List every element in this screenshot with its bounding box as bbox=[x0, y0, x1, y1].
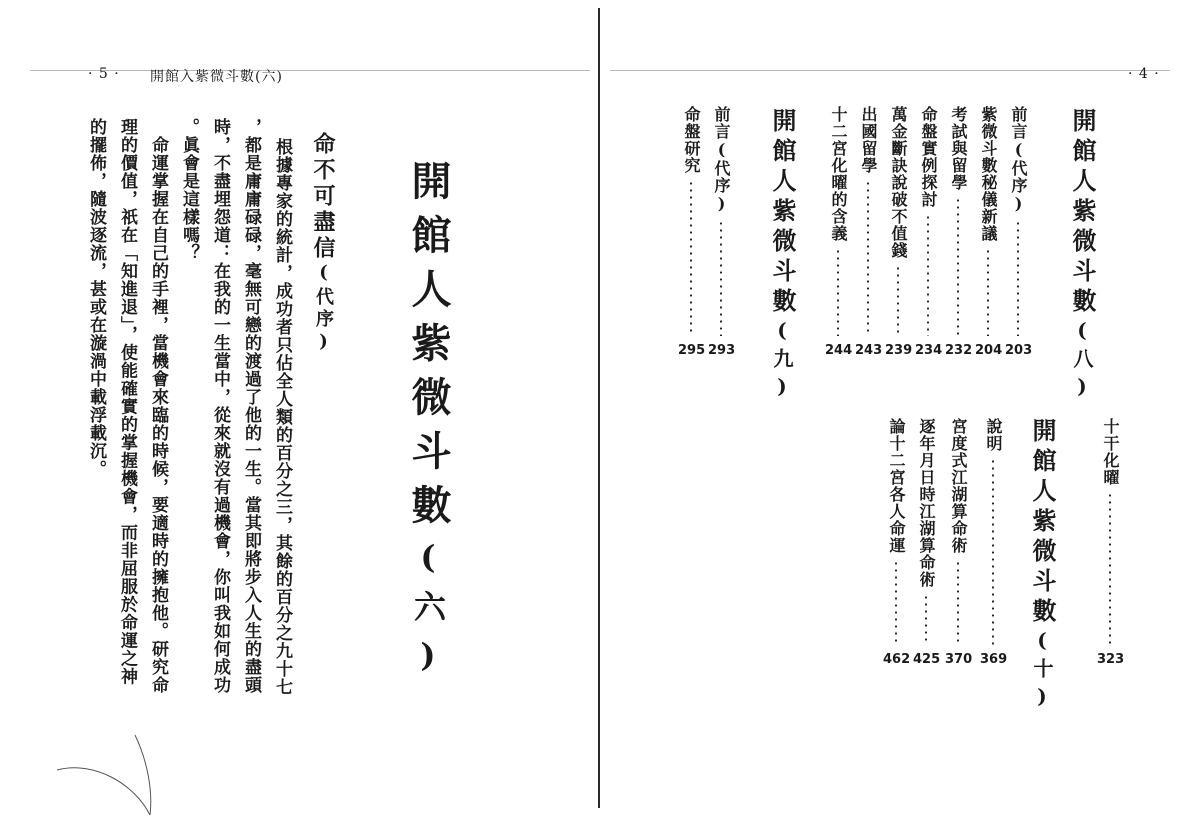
toc-page-number: 204 bbox=[975, 343, 1003, 358]
toc-page-number: 369 bbox=[980, 652, 1008, 667]
toc-entry-label: 考試與留學 bbox=[949, 106, 968, 191]
toc-page-number: 232 bbox=[945, 343, 973, 358]
toc-entry-sub: (代序) bbox=[712, 140, 731, 214]
left-running-title: 開館入紫微斗數(六) bbox=[150, 69, 283, 85]
toc-page-number: 295 bbox=[678, 343, 706, 358]
toc-page-number: 323 bbox=[1097, 652, 1125, 667]
toc-leader-dots bbox=[895, 560, 897, 645]
toc-leader-dots bbox=[992, 458, 994, 645]
toc-entry-label: 紫微斗數秘儀新議 bbox=[979, 106, 998, 242]
toc-leader-dots bbox=[927, 214, 929, 336]
toc-page-number: 203 bbox=[1005, 343, 1033, 358]
toc-entry-label: 說明 bbox=[984, 418, 1003, 452]
right-page-number: · 4 · bbox=[1128, 66, 1160, 82]
volume-mark: (十) bbox=[1030, 628, 1054, 714]
toc-leader-dots bbox=[867, 180, 869, 336]
paragraph-column: 的擺佈，隨波逐流，甚或在漩渦中載浮載沉。 bbox=[86, 118, 106, 478]
toc-entry-label: 出國留學 bbox=[859, 106, 878, 174]
toc-entry-label: 逐年月日時江湖算命術 bbox=[917, 418, 936, 588]
toc-entry-label: 命盤實例探討 bbox=[919, 106, 938, 208]
toc-leader-dots bbox=[957, 197, 959, 336]
volume-mark: (六) bbox=[409, 538, 447, 688]
toc-leader-dots bbox=[957, 560, 959, 645]
toc-entry-label: 論十二宮各人命運 bbox=[887, 418, 906, 554]
paragraph-column: 時，不盡埋怨道：在我的一生當中，從來就沒有過機會，你叫我如何成功 bbox=[210, 118, 230, 694]
toc-page-number: 425 bbox=[913, 652, 941, 667]
paragraph-column: ，都是庸庸碌碌，毫無可戀的渡過了他的一生。當其即將步入人生的盡頭 bbox=[241, 118, 261, 694]
section-title-sub: (代序) bbox=[313, 262, 334, 356]
toc-title-vol9: 開館人紫微斗數(九) bbox=[768, 108, 797, 404]
toc-entry-label: 萬金斷訣說破不值錢 bbox=[889, 106, 908, 259]
toc-entry-sub: (代序) bbox=[1009, 140, 1028, 214]
toc-page-number: 462 bbox=[883, 652, 911, 667]
paragraph-column: 根據專家的統計，成功者只佔全人類的百分之三，其餘的百分之九十七 bbox=[272, 138, 292, 696]
toc-leader-dots bbox=[897, 265, 899, 336]
paragraph-column: 命運掌握在自己的手裡，當機會來臨的時候，要適時的擁抱他。研究命 bbox=[148, 118, 168, 694]
paragraph-column: 。眞會是這樣嗎？ bbox=[179, 118, 199, 262]
book-spine bbox=[598, 8, 600, 808]
right-header-rule bbox=[610, 70, 1170, 71]
left-page-number: · 5 · bbox=[88, 66, 120, 82]
toc-entry-label: 十二宮化曜的含義 bbox=[829, 106, 848, 242]
volume-mark: (九) bbox=[770, 318, 794, 404]
toc-page-number: 293 bbox=[708, 343, 736, 358]
toc-leader-dots bbox=[720, 220, 722, 336]
toc-entry-label: 命盤研究 bbox=[682, 106, 701, 174]
section-title: 命不可盡信(代序) bbox=[310, 132, 336, 356]
toc-page-number: 243 bbox=[855, 343, 883, 358]
toc-page-number: 370 bbox=[945, 652, 973, 667]
volume-mark: (八) bbox=[1070, 318, 1094, 404]
toc-entry-label: 前言(代序) bbox=[712, 106, 731, 214]
toc-entry-label: 宮度式江湖算命術 bbox=[949, 418, 968, 554]
toc-leader-dots bbox=[925, 594, 927, 645]
toc-leader-dots bbox=[1109, 492, 1111, 645]
toc-title-vol10: 開館人紫微斗數(十) bbox=[1028, 418, 1057, 714]
toc-page-number: 239 bbox=[885, 343, 913, 358]
toc-page-number: 234 bbox=[915, 343, 943, 358]
toc-leader-dots bbox=[837, 248, 839, 336]
paragraph-column: 理的價值，祇在「知進退」，使能確實的掌握機會，而非屈服於命運之神 bbox=[117, 118, 137, 686]
toc-entry-label: 十干化曜 bbox=[1101, 418, 1120, 486]
toc-title-vol8: 開館人紫微斗數(八) bbox=[1068, 108, 1097, 404]
toc-leader-dots bbox=[690, 180, 692, 336]
toc-leader-dots bbox=[987, 248, 989, 336]
toc-entry-label: 前言(代序) bbox=[1009, 106, 1028, 214]
toc-page-number: 244 bbox=[825, 343, 853, 358]
pen-mark bbox=[55, 730, 165, 820]
book-title-vol6: 開館人紫微斗數(六) bbox=[405, 160, 452, 688]
toc-leader-dots bbox=[1017, 220, 1019, 336]
